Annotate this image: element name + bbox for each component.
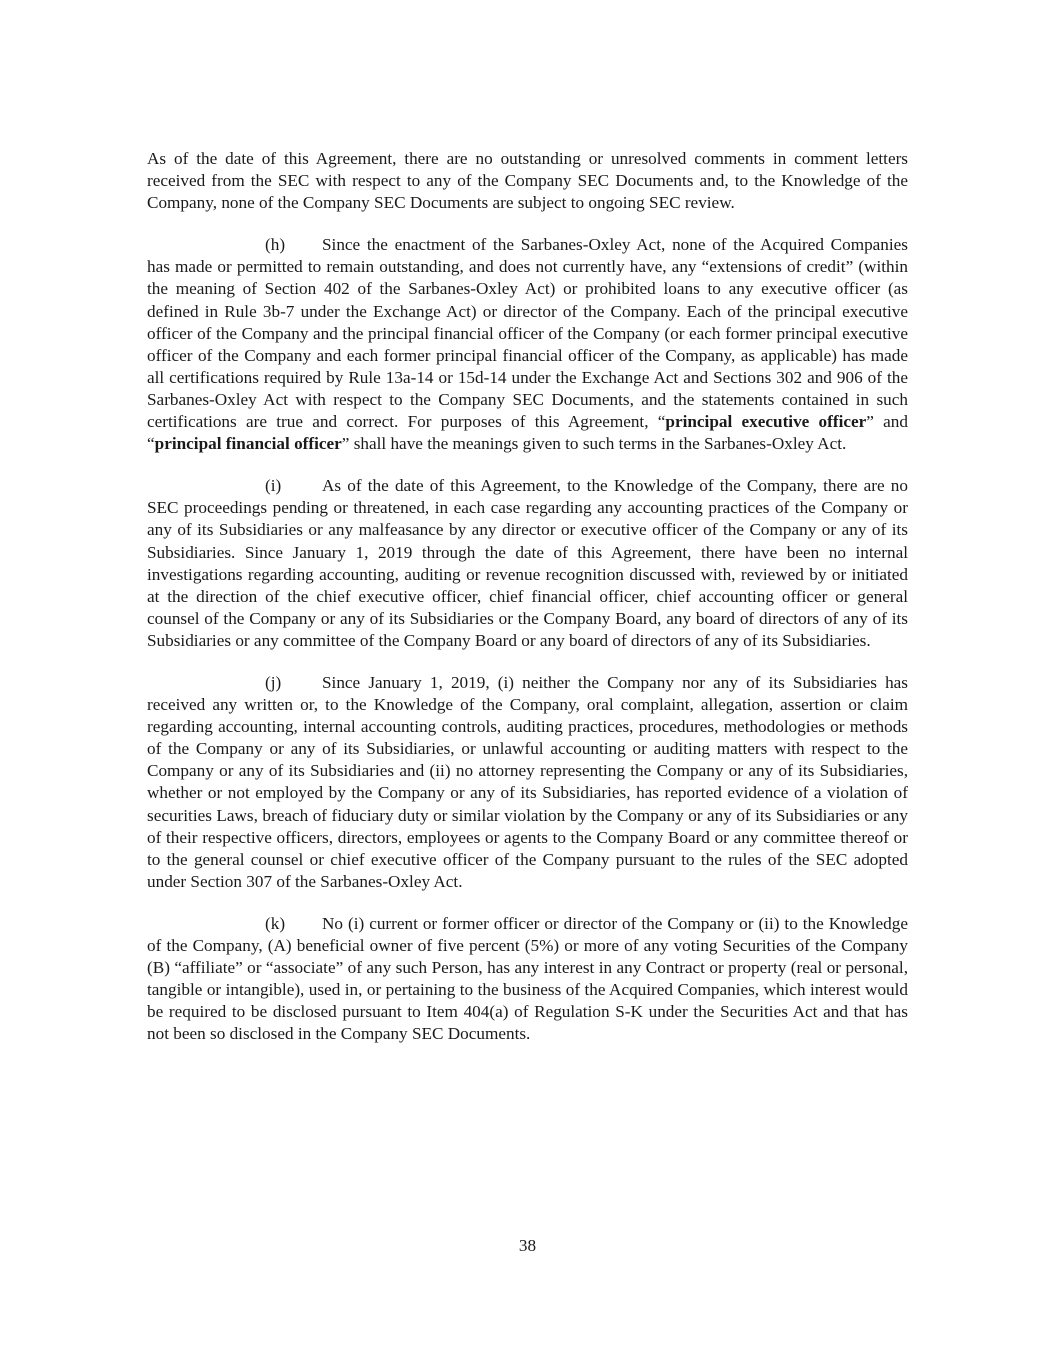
paragraph-h-label: (h) — [265, 235, 286, 255]
page-number: 38 — [518, 1236, 537, 1255]
paragraph-intro — [147, 148, 908, 214]
paragraph-intro-text: As of the date of this Agreement, there are no outstanding or unresolved comments in comment letters received from the SEC with respect to any of the Company SEC Documents and, to the Knowledge of the Company, none of the Company SEC Documents are subject to ongoing SEC review. — [147, 149, 908, 213]
paragraph-h-text-before: Since the enactment of the Sarbanes-Oxley Act, none of the Acquired Companies has made or permitted to remain outstanding, and does not currently have, any “extensions of credit” (within the meaning of Section 402 of the Sarbanes-Oxley Act) or prohibited loans to any executive officer (as defined in Rule 3b-7 under the Exchange Act) or director of the Company. Each of the principal executive officer of the Company and the principal financial officer of the Company (or each former principal executive officer of the Company and each former principal financial officer of the Company, as applicable) has made all certifications required by Rule 13a-14 or 15d-14 under the Exchange Act and Sections 302 and 906 of the Sarbanes-Oxley Act with respect to the Company SEC Documents, and the statements contained in such certifications are true and correct. For purposes of this Agreement, “ — [147, 235, 908, 432]
paragraph-h-text-after: ” shall have the meanings given to such terms in the Sarbanes-Oxley Act. — [341, 434, 847, 454]
paragraph-j — [147, 672, 908, 893]
paragraph-i — [147, 475, 908, 652]
defined-term-principal-executive-officer: principal executive officer — [665, 412, 867, 432]
document-body — [147, 148, 908, 1065]
paragraph-i-text: As of the date of this Agreement, to the Knowledge of the Company, there are no SEC proceedings pending or threatened, in each case regarding any accounting practices of the Company or any of its Subsidiaries or any malfeasance by any director or executive officer of the Company or any of its Subsidiaries. Since January 1, 2019 through the date of this Agreement, there have been no internal investigations regarding accounting, auditing or revenue recognition discussed with, reviewed by or initiated at the direction of the chief executive officer, chief financial officer, chief accounting officer or general counsel of the Company or any of its Subsidiaries or the Company Board, any board of directors of any of its Subsidiaries or any committee of the Company Board or any board of directors of any of its Subsidiaries. — [147, 476, 908, 650]
paragraph-j-label: (j) — [265, 672, 282, 692]
paragraph-k — [147, 913, 908, 1046]
defined-term-principal-financial-officer: principal financial officer — [154, 434, 342, 454]
paragraph-i-label: (i) — [265, 476, 282, 496]
paragraph-j-text: Since January 1, 2019, (i) neither the Company nor any of its Subsidiaries has received any written or, to the Knowledge of the Company, oral complaint, allegation, assertion or claim regarding accounting, internal accounting controls, auditing practices, procedures, methodologies or methods of the Company or any of its Subsidiaries, or unlawful accounting or auditing matters with respect to the Company or any of its Subsidiaries and (ii) no attorney representing the Company or any of its Subsidiaries, whether or not employed by the Company or any of its Subsidiaries, has reported evidence of a violation of securities Laws, breach of fiduciary duty or similar violation by the Company or any of its Subsidiaries or any of their respective officers, directors, employees or agents to the Company Board or any committee thereof or to the general counsel or chief executive officer of the Company pursuant to the rules of the SEC adopted under Section 307 of the Sarbanes-Oxley Act. — [147, 672, 908, 891]
paragraph-k-label: (k) — [265, 913, 286, 933]
paragraph-k-text: No (i) current or former officer or director of the Company or (ii) to the Knowledge of the Company, (A) beneficial owner of five percent (5%) or more of any voting Securities of the Company (B) “affiliate” or “associate” of any such Person, has any interest in any Contract or property (real or personal, tangible or intangible), used in, or pertaining to the business of the Acquired Companies, which interest would be required to be disclosed pursuant to Item 404(a) of Regulation S-K under the Securities Act and that has not been so disclosed in the Company SEC Documents. — [147, 913, 908, 1044]
paragraph-h — [147, 234, 908, 455]
paragraph-h-text-mid: ” and “ — [147, 412, 908, 454]
